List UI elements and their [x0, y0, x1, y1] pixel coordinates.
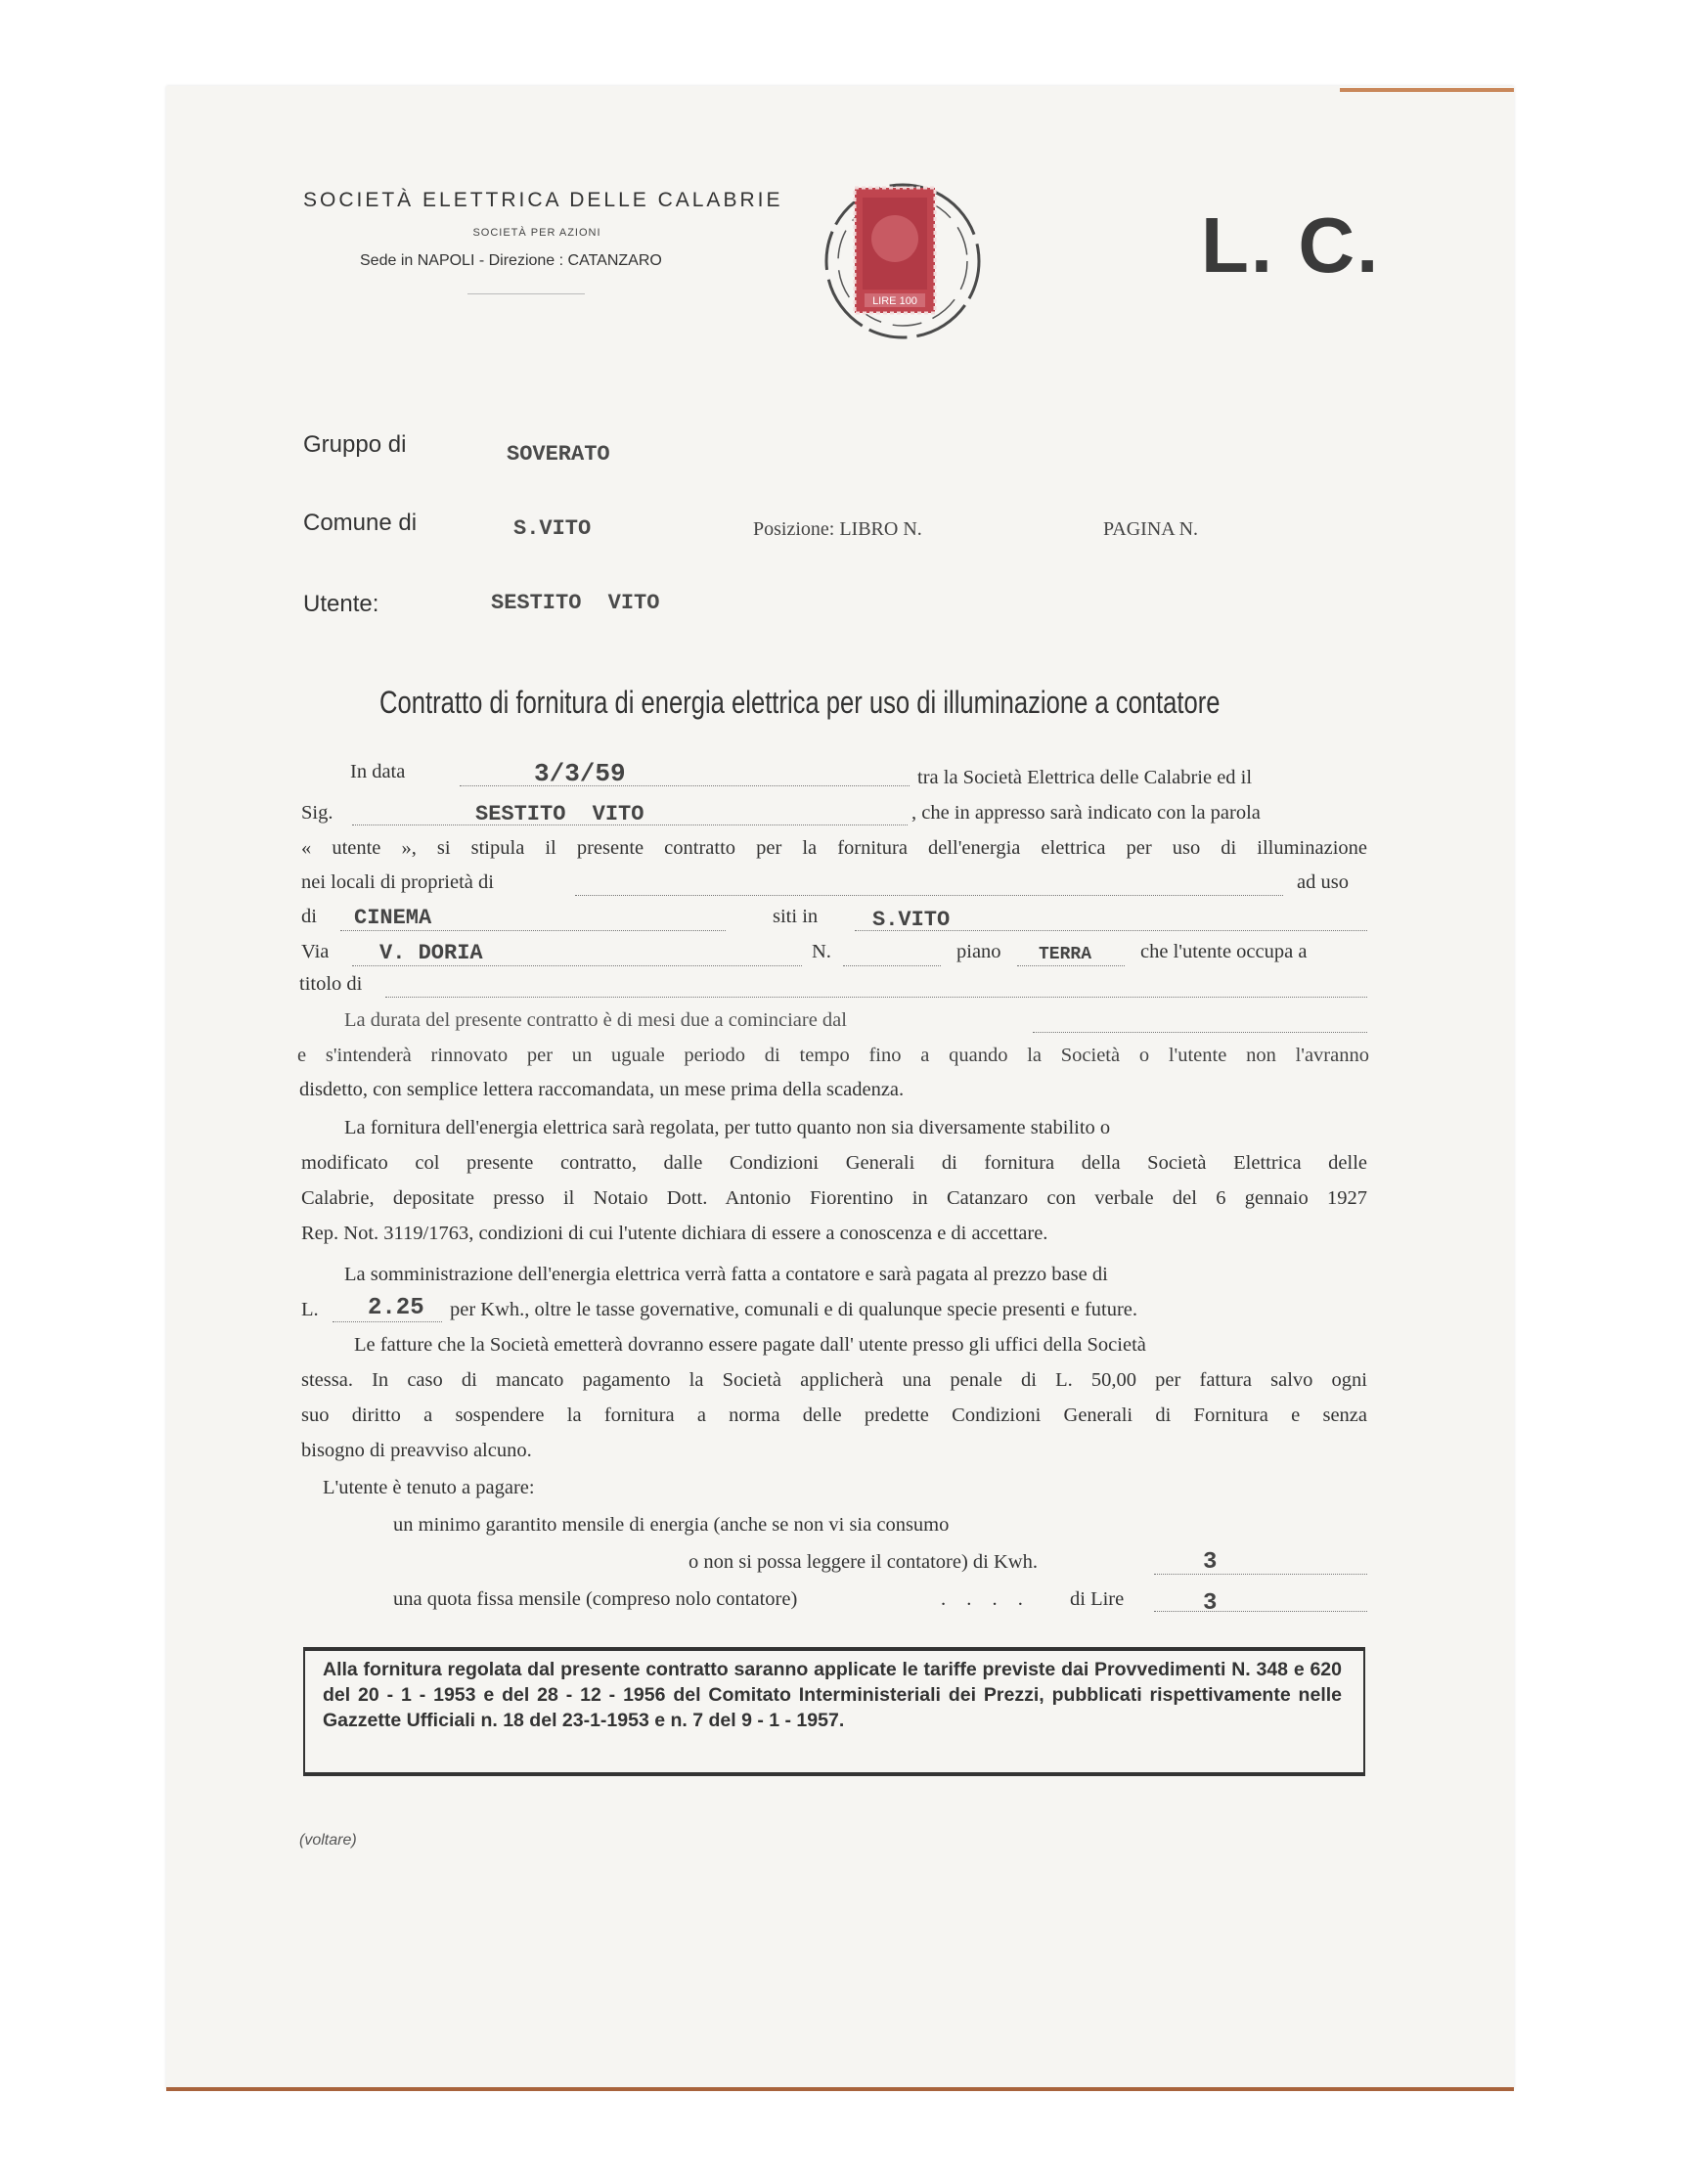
minimo-line-2: o non si possa leggere il contatore) di Kwh. [689, 1551, 1038, 1573]
kwh-line [1154, 1573, 1367, 1575]
numero-line [843, 964, 941, 966]
turn-over-note: (voltare) [299, 1832, 357, 1849]
siti-label: siti in [773, 906, 819, 927]
body-line-10: disdetto, con semplice lettera raccomandata, un mese prima della scadenza. [299, 1079, 905, 1100]
sheet-bottom-edge [166, 2087, 1514, 2091]
gruppo-label: Gruppo di [303, 431, 407, 458]
sig-label: Sig. [301, 802, 333, 824]
para2-line-3: Calabrie, depositate presso il Notaio Dott. Antonio Fiorentino in Catanzaro con verbale del 6 gennaio 1927 [301, 1187, 1367, 1209]
para4-line-2: stessa. In caso di mancato pagamento la Società applicherà una penale di L. 50,00 per fattura salvo ogni [301, 1369, 1367, 1391]
proprieta-line [575, 894, 1283, 896]
company-name: SOCIETÀ ELETTRICA DELLE CALABRIE [303, 189, 783, 211]
uso-value: CINEMA [354, 906, 432, 930]
parties-text: tra la Società Elettrica delle Calabrie ed il [917, 767, 1253, 788]
company-seat: Sede in NAPOLI - Direzione : CATANZARO [360, 252, 662, 269]
pagina-label: PAGINA N. [1103, 518, 1199, 540]
para2-line-2: modificato col presente contratto, dalle Condizioni Generali di fornitura della Società Elettrica delle [301, 1152, 1367, 1174]
numero-label: N. [812, 941, 831, 962]
titolo-label: titolo di [299, 973, 363, 995]
body-line-9: e s'intenderà rinnovato per un uguale periodo di tempo fino a quando la Società o l'utente non l'avranno [297, 1045, 1369, 1066]
durata-line [1033, 1031, 1367, 1033]
body-line-3: « utente », si stipula il presente contratto per la fornitura dell'energia elettrica per uso di illuminazione [301, 837, 1367, 859]
quota-line: una quota fissa mensile (compreso nolo contatore) [393, 1588, 798, 1610]
sig-text: , che in appresso sarà indicato con la parola [911, 802, 1261, 824]
siti-value: S.VITO [872, 908, 951, 932]
comune-label: Comune di [303, 510, 418, 536]
via-value: V. DORIA [379, 941, 483, 965]
kwh-value: 3 [1203, 1549, 1218, 1576]
via-label: Via [301, 941, 330, 962]
para4-line-1: Le fatture che la Società emetterà dovranno essere pagate dall' utente presso gli uffici della Società [354, 1334, 1146, 1356]
para3-line-1: La somministrazione dell'energia elettrica verrà fatta a contatore e sarà pagata al prezzo base di [344, 1264, 1108, 1285]
proprieta-label: nei locali di proprietà di [301, 871, 494, 893]
lire-value: 3 [1203, 1590, 1218, 1617]
para4-line-4: bisogno di preavviso alcuno. [301, 1440, 532, 1461]
posizione-label: Posizione: LIBRO N. [753, 518, 922, 540]
para4-line-3: suo diritto a sospendere la fornitura a norma delle predette Condizioni Generali di Fornitura e senza [301, 1404, 1367, 1426]
quota-dots: . . . . [941, 1588, 1031, 1610]
durata-text: La durata del presente contratto è di mesi due a cominciare dal [344, 1009, 847, 1031]
date-line [460, 784, 910, 786]
gruppo-value: SOVERATO [507, 442, 610, 467]
tariff-notice-text: Alla fornitura regolata dal presente contratto saranno applicate le tariffe previste dai Provvedimenti N. 348 e 620 del 20 - 1 - 1953 e del 28 - 12 - 1956 del Comitato Interministeriali dei Prezzi, pubblicati rispettivamente nelle Gazzette Ufficiali n. 18 del 23-1-1953 e n. 7 del 9 - 1 - 1957. [323, 1659, 1342, 1731]
postmark-icon [810, 168, 996, 354]
lire-line [1154, 1610, 1367, 1612]
date-label: In data [350, 761, 406, 782]
date-value: 3/3/59 [534, 759, 626, 788]
utente-value: SESTITO VITO [491, 591, 660, 615]
ad-uso-label: ad uso [1297, 871, 1349, 893]
revenue-stamp [810, 168, 996, 354]
header-divider [467, 293, 585, 294]
comune-value: S.VITO [513, 516, 592, 541]
price-value: 2.25 [368, 1295, 424, 1321]
para2-line-4: Rep. Not. 3119/1763, condizioni di cui l'utente dichiara di essere a conoscenza e di accettare. [301, 1223, 1048, 1244]
lire-label: di Lire [1070, 1588, 1125, 1610]
contract-title: Contratto di fornitura di energia elettrica per uso di illuminazione a contatore [379, 685, 1221, 720]
utente-label: Utente: [303, 591, 379, 617]
company-type: SOCIETÀ PER AZIONI [472, 227, 601, 239]
para3-line-2: per Kwh., oltre le tasse governative, comunali e di qualunque specie presenti e future. [450, 1299, 1138, 1320]
di-label: di [301, 906, 317, 927]
titolo-line [385, 996, 1367, 998]
price-label: L. [301, 1299, 319, 1320]
piano-value: TERRA [1039, 945, 1092, 964]
piano-line [1017, 964, 1125, 966]
sig-value: SESTITO VITO [475, 802, 644, 826]
minimo-line-1: un minimo garantito mensile di energia (anche se non vi sia consumo [393, 1514, 950, 1536]
sheet-top-edge [1340, 88, 1514, 92]
para5-intro: L'utente è tenuto a pagare: [323, 1477, 535, 1498]
stamp-value: LIRE 100 [872, 295, 917, 307]
occupa-text: che l'utente occupa a [1140, 941, 1308, 962]
para2-line-1: La fornitura dell'energia elettrica sarà regolata, per tutto quanto non sia diversamente stabilito o [344, 1117, 1111, 1138]
document-code: L. C. [1201, 201, 1381, 289]
piano-label: piano [956, 941, 1001, 962]
